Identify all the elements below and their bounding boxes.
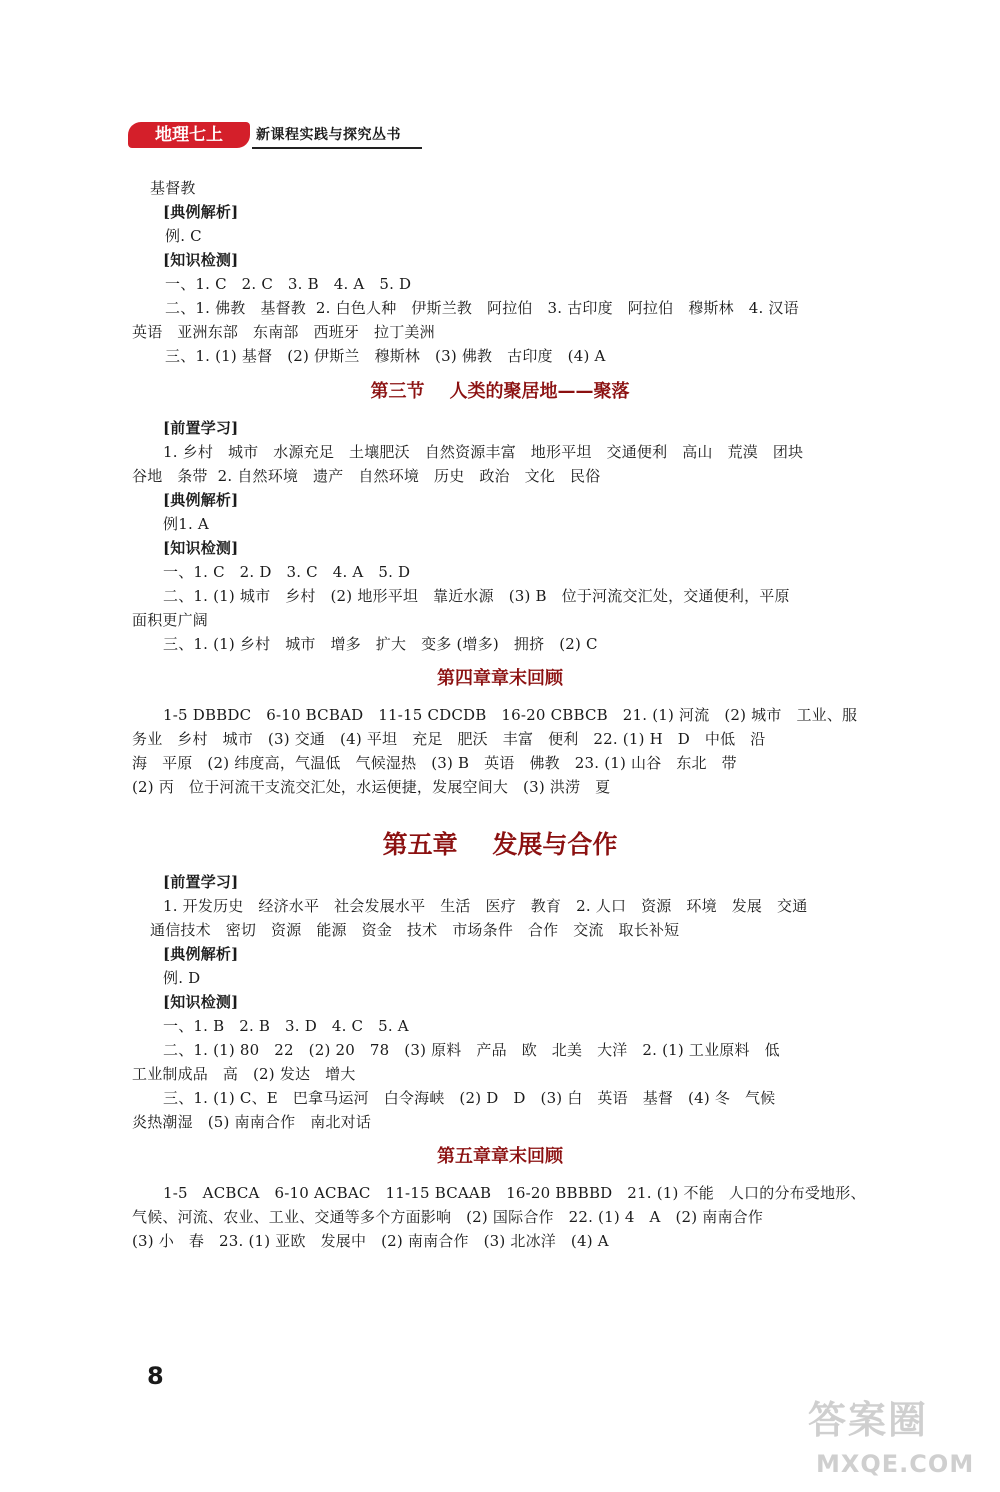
answer-line: 1-5 ACBCA 6-10 ACBAC 11-15 BCAAB 16-20 BBBBD 21. (1) 不能 人口的分布受地形、 (163, 1184, 866, 1202)
answer-line: 务业 乡村 城市 (3) 交通 (4) 平坦 充足 肥沃 丰富 便利 22. (1) H D 中低 沿 (132, 730, 766, 748)
answer-line: 二、1. (1) 80 22 (2) 20 78 (3) 原料 产品 欧 北美 大洋 2. (1) 工业原料 低 (163, 1041, 780, 1059)
answer-line: 1. 开发历史 经济水平 社会发展水平 生活 医疗 教育 2. 人口 资源 环境 发展 交通 (163, 897, 808, 915)
answer-line: 1. 乡村 城市 水源充足 土壤肥沃 自然资源丰富 地形平坦 交通便利 高山 荒漠 团块 (163, 443, 804, 461)
answer-line: 一、1. B 2. B 3. D 4. C 5. A (163, 1017, 409, 1035)
subsection-label: [知识检测] (163, 539, 239, 557)
answer-line: 例. D (163, 969, 201, 987)
subsection-label: [前置学习] (163, 873, 239, 891)
answer-line: 炎热潮湿 (5) 南南合作 南北对话 (132, 1113, 372, 1131)
answer-line: 一、1. C 2. C 3. B 4. A 5. D (165, 275, 412, 293)
subsection-label: [典例解析] (163, 203, 239, 221)
answer-line: 工业制成品 高 (2) 发达 增大 (132, 1065, 356, 1083)
answer-line: 气候、河流、农业、工业、交通等多个方面影响 (2) 国际合作 22. (1) 4 A (2) 南南合作 (132, 1208, 764, 1226)
section-title: 第三节 人类的聚居地——聚落 (370, 381, 630, 402)
chapter-title: 第五章 发展与合作 (382, 830, 618, 859)
section-title: 第四章章末回顾 (437, 668, 563, 689)
subsection-label: [典例解析] (163, 945, 239, 963)
answer-line: 通信技术 密切 资源 能源 资金 技术 市场条件 合作 交流 取长补短 (150, 921, 680, 939)
answer-line: 海 平原 (2) 纬度高，气温低 气候湿热 (3) B 英语 佛教 23. (1) 山谷 东北 带 (132, 754, 737, 772)
answer-line: (3) 小 春 23. (1) 亚欧 发展中 (2) 南南合作 (3) 北冰洋 (4) A (132, 1232, 609, 1250)
series-title: 新课程实践与探究丛书 (256, 127, 401, 143)
watermark (808, 1398, 986, 1488)
answer-line: 二、1. (1) 城市 乡村 (2) 地形平坦 靠近水源 (3) B 位于河流交汇处，交通便利，平原 (163, 587, 790, 605)
subsection-label: [典例解析] (163, 491, 239, 509)
answer-line: 英语 亚洲东部 东南部 西班牙 拉丁美洲 (132, 323, 435, 341)
answer-line: 例. C (165, 227, 202, 245)
answer-line: 三、1. (1) 乡村 城市 增多 扩大 变多 (增多) 拥挤 (2) C (163, 635, 598, 653)
answer-line: (2) 丙 位于河流干支流交汇处，水运便捷，发展空间大 (3) 洪涝 夏 (132, 778, 611, 796)
subject-badge: 地理七上 (128, 122, 250, 148)
answer-line: 基督教 (150, 179, 196, 197)
subsection-label: [知识检测] (163, 993, 239, 1011)
answer-line: 三、1. (1) C、E 巴拿马运河 白令海峡 (2) D D (3) 白 英语 基督 (4) 冬 气候 (163, 1089, 776, 1107)
header-rule (252, 147, 422, 149)
answer-line: 一、1. C 2. D 3. C 4. A 5. D (163, 563, 411, 581)
answer-line: 例1. A (163, 515, 209, 533)
section-title: 第五章章末回顾 (437, 1146, 563, 1167)
answer-line: 1-5 DBBDC 6-10 BCBAD 11-15 CDCDB 16-20 CBBCB 21. (1) 河流 (2) 城市 工业、服 (163, 706, 858, 724)
answer-line: 二、1. 佛教 基督教 2. 白色人种 伊斯兰教 阿拉伯 3. 古印度 阿拉伯 穆斯林 4. 汉语 (165, 299, 799, 317)
page-header (128, 118, 423, 150)
page-number: 8 (147, 1362, 164, 1390)
watermark-logo: 答案圈 (808, 1398, 929, 1442)
watermark-url: MXQE.COM (816, 1450, 975, 1478)
answer-line: 谷地 条带 2. 自然环境 遗产 自然环境 历史 政治 文化 民俗 (132, 467, 601, 485)
subsection-label: [前置学习] (163, 419, 239, 437)
answer-line: 三、1. (1) 基督 (2) 伊斯兰 穆斯林 (3) 佛教 古印度 (4) A (165, 347, 606, 365)
answer-line: 面积更广阔 (132, 611, 209, 629)
subsection-label: [知识检测] (163, 251, 239, 269)
